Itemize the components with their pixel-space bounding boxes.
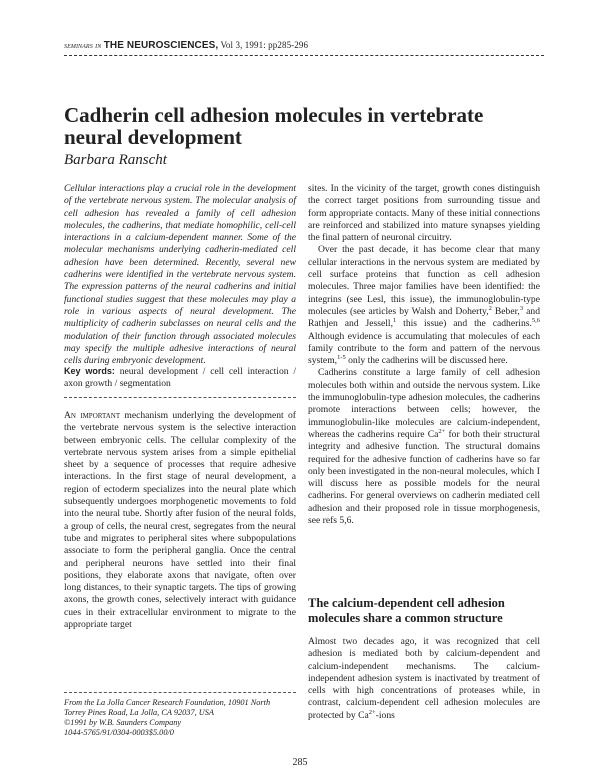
footnote-line-4: 1044-5765/91/0304-0003$5.00/0 xyxy=(64,728,174,737)
article-title: Cadherin cell adhesion molecules in vertebrate neural development xyxy=(64,103,484,149)
footnote-rule xyxy=(64,692,296,693)
body-left-column xyxy=(64,410,296,631)
page-number: 285 xyxy=(292,757,308,768)
footnote xyxy=(64,698,296,738)
section-paragraph: Almost two decades ago, it was recognized that cell adhesion is mediated both by calcium-dependent and calcium-independent mechanisms. The calcium-independent adhesion system is inactivated by treatment of cells with high concentrations of proteases while, in contrast, calcium-dependent cell adhesion molecules are protected by $Ca^{2+}$-ions xyxy=(308,636,540,721)
header-year: 1991: xyxy=(244,40,266,50)
keywords-label: Key words: xyxy=(64,366,115,376)
abstract-rule xyxy=(64,397,296,398)
section-heading: The calcium-dependent cell adhesion molecules share a common structure xyxy=(308,596,505,625)
header-prefix: seminars in xyxy=(64,40,102,50)
paragraph-2: Over the past decade, it has become clear that many cellular interactions in the nervous system are mediated by cell surface proteins that function as cell adhesion molecules. Three major families have been identified: the integrins (see Lesl, this issue), the immunoglobulin-type molecules (see articles by Walsh and Doherty,$^2$ Beber,$^3$ and Rathjen and Jessell,$^1$ this issue) and the cadherins.$^{5,6}$ Although evidence is accumulating that molecules of each family contribute to the form and pattern of the nervous system,$^{1-5}$ only the cadherins will be discussed here. xyxy=(308,244,540,367)
author-name: Barbara Ranscht xyxy=(64,152,167,168)
keywords-text: neural development / cell cell interaction / axon growth / segmentation xyxy=(64,366,296,390)
keywords xyxy=(64,365,296,391)
paragraph-3: Cadherins constitute a large family of cell adhesion molecules both within and outside the nervous system. Like the immunoglobulin-type adhesion molecules, the cadherins promote interactions between cells; however, the immunoglobulin-like molecules are calcium-independent, whereas the cadherins require $Ca^{2+}$ for both their structural integrity and adhesive function. The structural domains required for the adhesive function of cadherins have so far only been investigated in the non-neural molecules, which I will discuss here as possible models for the neural cadherins. For general overviews on cadherin mediated cell adhesion and their proposed role in tissue morphogenesis, see refs 5,6. xyxy=(308,367,540,527)
header-volume: Vol 3, xyxy=(220,40,243,50)
footnote-line-1: From the La Jolla Cancer Research Foundation, 10901 North xyxy=(64,698,271,707)
intro-paragraph xyxy=(64,410,296,631)
running-header xyxy=(64,40,544,51)
intro-lead: An important xyxy=(64,410,121,421)
header-rule xyxy=(64,55,544,56)
footnote-line-3: ©1991 by W.B. Saunders Company xyxy=(64,718,182,727)
abstract xyxy=(64,183,296,367)
body-right-column xyxy=(308,183,540,527)
intro-text: mechanism underlying the development of the vertebrate nervous system is the selective interaction between embryonic cells. The cellular complexity of the vertebrate nervous system arises from a simple epithelial sheet by a sequence of processes that require adhesive interactions. In the first stage of neural development, a region of ectoderm specializes into the neural plate which subsequently undergoes morphogenetic movements to fold into the neural tube. Shortly after fusion of the neural folds, a group of cells, the neural crest, segregates from the neural tube and migrates to peripheral sites where subpopulations associate to form the peripheral ganglia. Once the central and peripheral neurons have settled into their final positions, they elaborate axons that navigate, often over long distances, to their synaptic targets. The tips of growing axons, the growth cones, selectively interact with guidance cues in their extracellular environment to migrate to the appropriate target xyxy=(64,410,296,631)
footnote-line-2: Torrey Pines Road, La Jolla, CA 92037, USA xyxy=(64,708,214,717)
section-body xyxy=(308,636,540,722)
header-pages: pp285-296 xyxy=(268,40,309,50)
abstract-text: Cellular interactions play a crucial role in the development of the vertebrate nervous system. The molecular analysis of cell adhesion has revealed a family of cell adhesion molecules, the cadherins, that mediate homophilic, cell-cell interactions in a calcium-dependent manner. Some of the molecular mechanisms underlying cadherin-mediated cell adhesion have been determined. Recently, several new cadherins were identified in the vertebrate nervous system. The expression patterns of the neural cadherins and initial functional studies suggest that these molecules may play a role in various aspects of neural development. The multiplicity of cadherin subclasses on neural cells and the modulation of their function through associated molecules may specify the multiple adhesive interactions of neural cells during embryonic development. xyxy=(64,183,296,367)
header-journal: THE NEUROSCIENCES, xyxy=(103,40,219,51)
paragraph-1: sites. In the vicinity of the target, growth cones distinguish the correct target positions from surrounding tissue and form appropriate contacts. Many of these initial connections are reinforced and stabilized into mature synapses yielding the final pattern of neuronal circuitry. xyxy=(308,183,540,244)
